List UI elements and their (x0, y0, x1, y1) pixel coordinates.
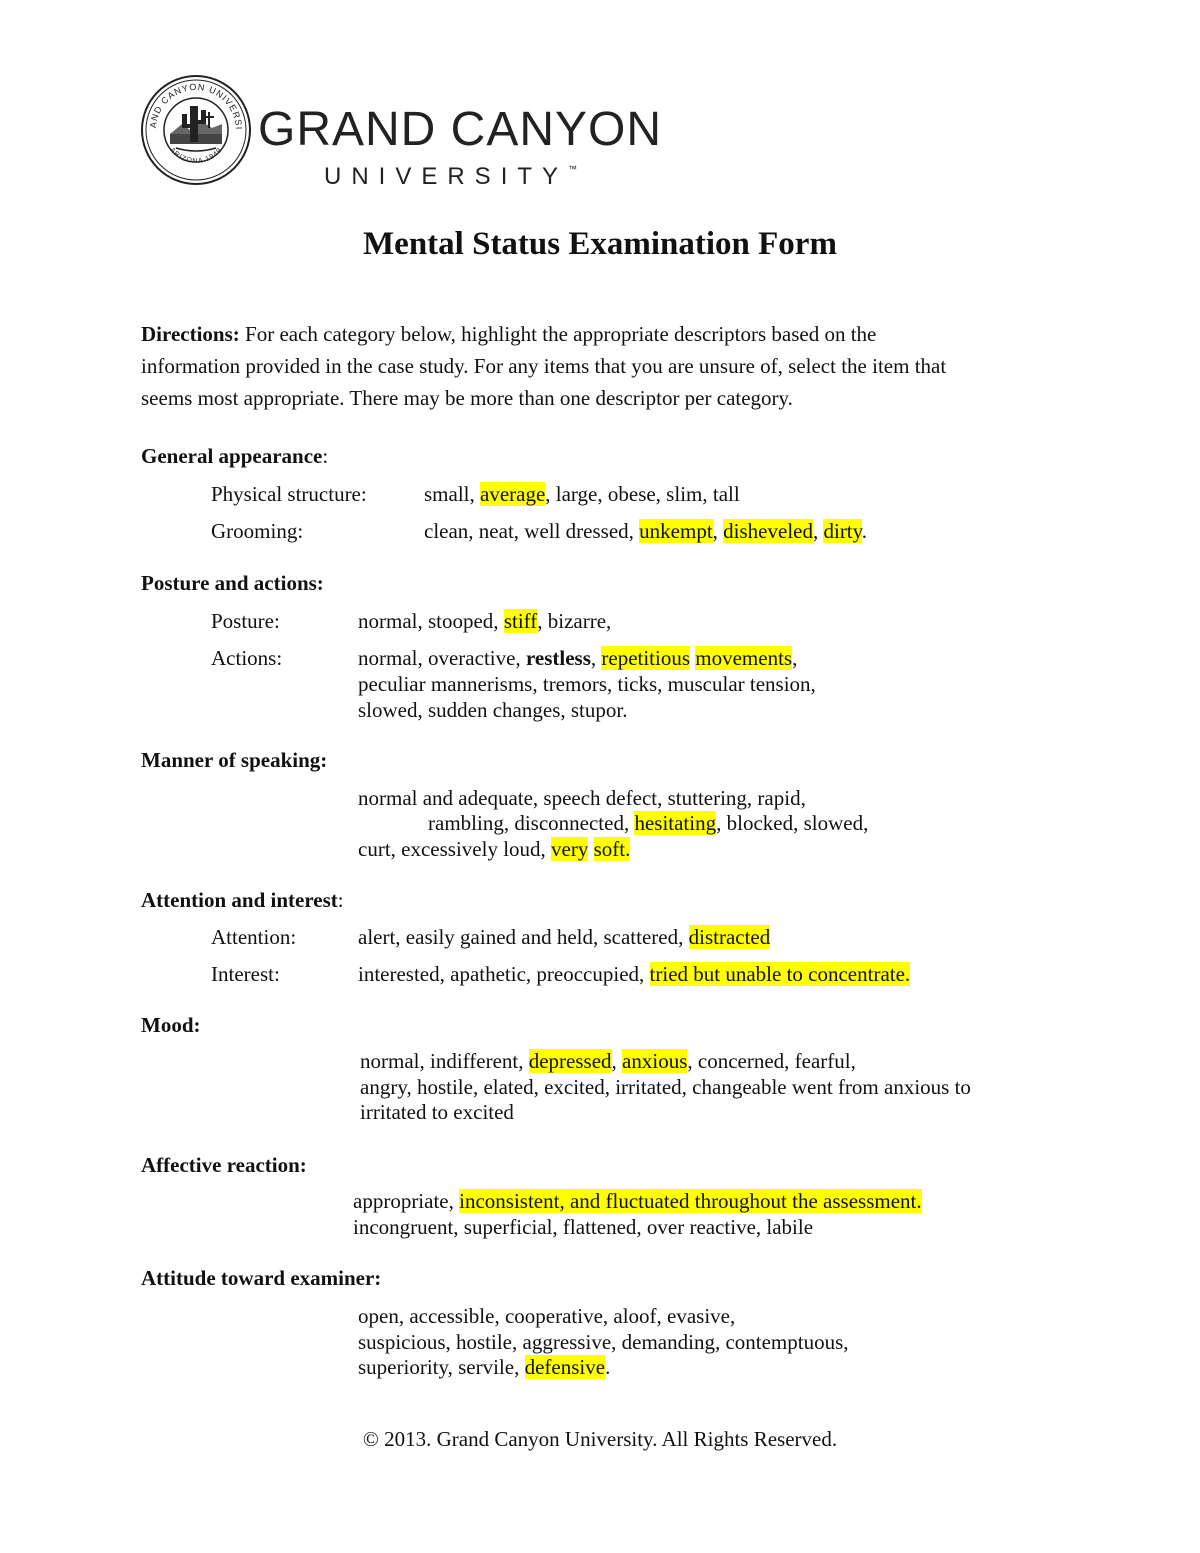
directions-line-2: information provided in the case study. For any items that you are unsure of, select the item that (141, 354, 947, 378)
directions-label: Directions: (141, 322, 240, 346)
directions-line-3: seems most appropriate. There may be more than one descriptor per category. (141, 386, 793, 410)
highlighted-descriptor: disheveled (723, 519, 813, 543)
label-attention: Attention: (211, 925, 297, 949)
highlighted-descriptor: very (551, 837, 589, 861)
descriptors-speaking-line-2: rambling, disconnected, hesitating, blocked, slowed, (428, 811, 869, 835)
descriptors-attention: alert, easily gained and held, scattered, distracted (358, 925, 771, 949)
heading-attention-interest: Attention and interest: (141, 888, 344, 912)
highlighted-descriptor: anxious (622, 1049, 688, 1073)
descriptors-speaking-line-3: curt, excessively loud, very soft. (358, 837, 631, 861)
descriptors-mood-line-3: irritated to excited (360, 1100, 514, 1124)
heading-manner-of-speaking: Manner of speaking: (141, 748, 328, 772)
descriptors-actions-line-3: slowed, sudden changes, stupor. (358, 698, 628, 722)
label-actions: Actions: (211, 646, 283, 670)
label-interest: Interest: (211, 962, 280, 986)
heading-posture-actions: Posture and actions: (141, 571, 324, 595)
highlighted-descriptor: stiff (503, 609, 538, 633)
svg-text:ARIZONA 1949: ARIZONA 1949 (168, 146, 224, 165)
descriptors-attitude-line-2: suspicious, hostile, aggressive, demanding, contemptuous, (358, 1330, 849, 1354)
svg-text:GRAND CANYON UNIVERSITY: AND CANYON UNIVERSI (147, 81, 245, 131)
descriptors-affective-line-1: appropriate, inconsistent, and fluctuated throughout the assessment. (353, 1189, 922, 1213)
highlighted-descriptor: repetitious (601, 646, 691, 670)
university-seal-logo (140, 74, 252, 186)
highlighted-descriptor: hesitating (634, 811, 717, 835)
trademark-symbol: ™ (568, 164, 578, 174)
highlighted-descriptor: tried but unable to concentrate. (649, 962, 911, 986)
highlighted-descriptor: unkempt (639, 519, 713, 543)
heading-attitude-examiner: Attitude toward examiner: (141, 1266, 382, 1290)
wordmark-university: UNIVERSITY™ (324, 163, 578, 190)
descriptors-actions-line-1: normal, overactive, restless, repetitious movements, (358, 646, 798, 670)
heading-affective-reaction: Affective reaction: (141, 1153, 307, 1177)
seal-icon (140, 74, 252, 186)
heading-general-appearance: General appearance: (141, 444, 329, 468)
descriptors-attitude-line-3: superiority, servile, defensive. (358, 1355, 611, 1379)
descriptors-attitude-line-1: open, accessible, cooperative, aloof, evasive, (358, 1304, 736, 1328)
highlighted-descriptor: depressed (528, 1049, 612, 1073)
directions-paragraph: Directions: For each category below, highlight the appropriate descriptors based on the information provided in the case study. For any items that you are unsure of, select the item that seems most appropriate. There may be more than one descriptor per category. (141, 318, 1071, 414)
highlighted-descriptor: defensive (524, 1355, 606, 1379)
highlighted-descriptor: dirty (823, 519, 862, 543)
copyright-footer: © 2013. Grand Canyon University. All Rights Reserved. (362, 1427, 838, 1451)
descriptors-interest: interested, apathetic, preoccupied, tried but unable to concentrate. (358, 962, 911, 986)
descriptors-mood-line-2: angry, hostile, elated, excited, irritated, changeable went from anxious to (360, 1075, 971, 1099)
highlighted-descriptor: movements (695, 646, 793, 670)
heading-mood: Mood: (141, 1013, 201, 1037)
descriptors-actions-line-2: peculiar mannerisms, tremors, ticks, muscular tension, (358, 672, 816, 696)
descriptors-grooming: clean, neat, well dressed, unkempt, disheveled, dirty. (424, 519, 868, 543)
page-title: Mental Status Examination Form (363, 226, 837, 262)
descriptors-mood-line-1: normal, indifferent, depressed, anxious, concerned, fearful, (360, 1049, 856, 1073)
descriptors-affective-line-2: incongruent, superficial, flattened, over reactive, labile (353, 1215, 814, 1239)
wordmark-grand-canyon: GRAND CANYON (258, 103, 663, 156)
descriptors-physical-structure: small, average, large, obese, slim, tall (424, 482, 740, 506)
highlighted-descriptor: distracted (688, 925, 771, 949)
descriptors-posture: normal, stooped, stiff, bizarre, (358, 609, 612, 633)
descriptors-speaking-line-1: normal and adequate, speech defect, stuttering, rapid, (358, 786, 806, 810)
label-physical-structure: Physical structure: (211, 482, 367, 506)
label-grooming: Grooming: (211, 519, 304, 543)
highlighted-descriptor: inconsistent, and fluctuated throughout the assessment. (459, 1189, 922, 1213)
highlighted-descriptor: soft (593, 837, 626, 861)
highlighted-descriptor: average (480, 482, 546, 506)
label-posture: Posture: (211, 609, 280, 633)
